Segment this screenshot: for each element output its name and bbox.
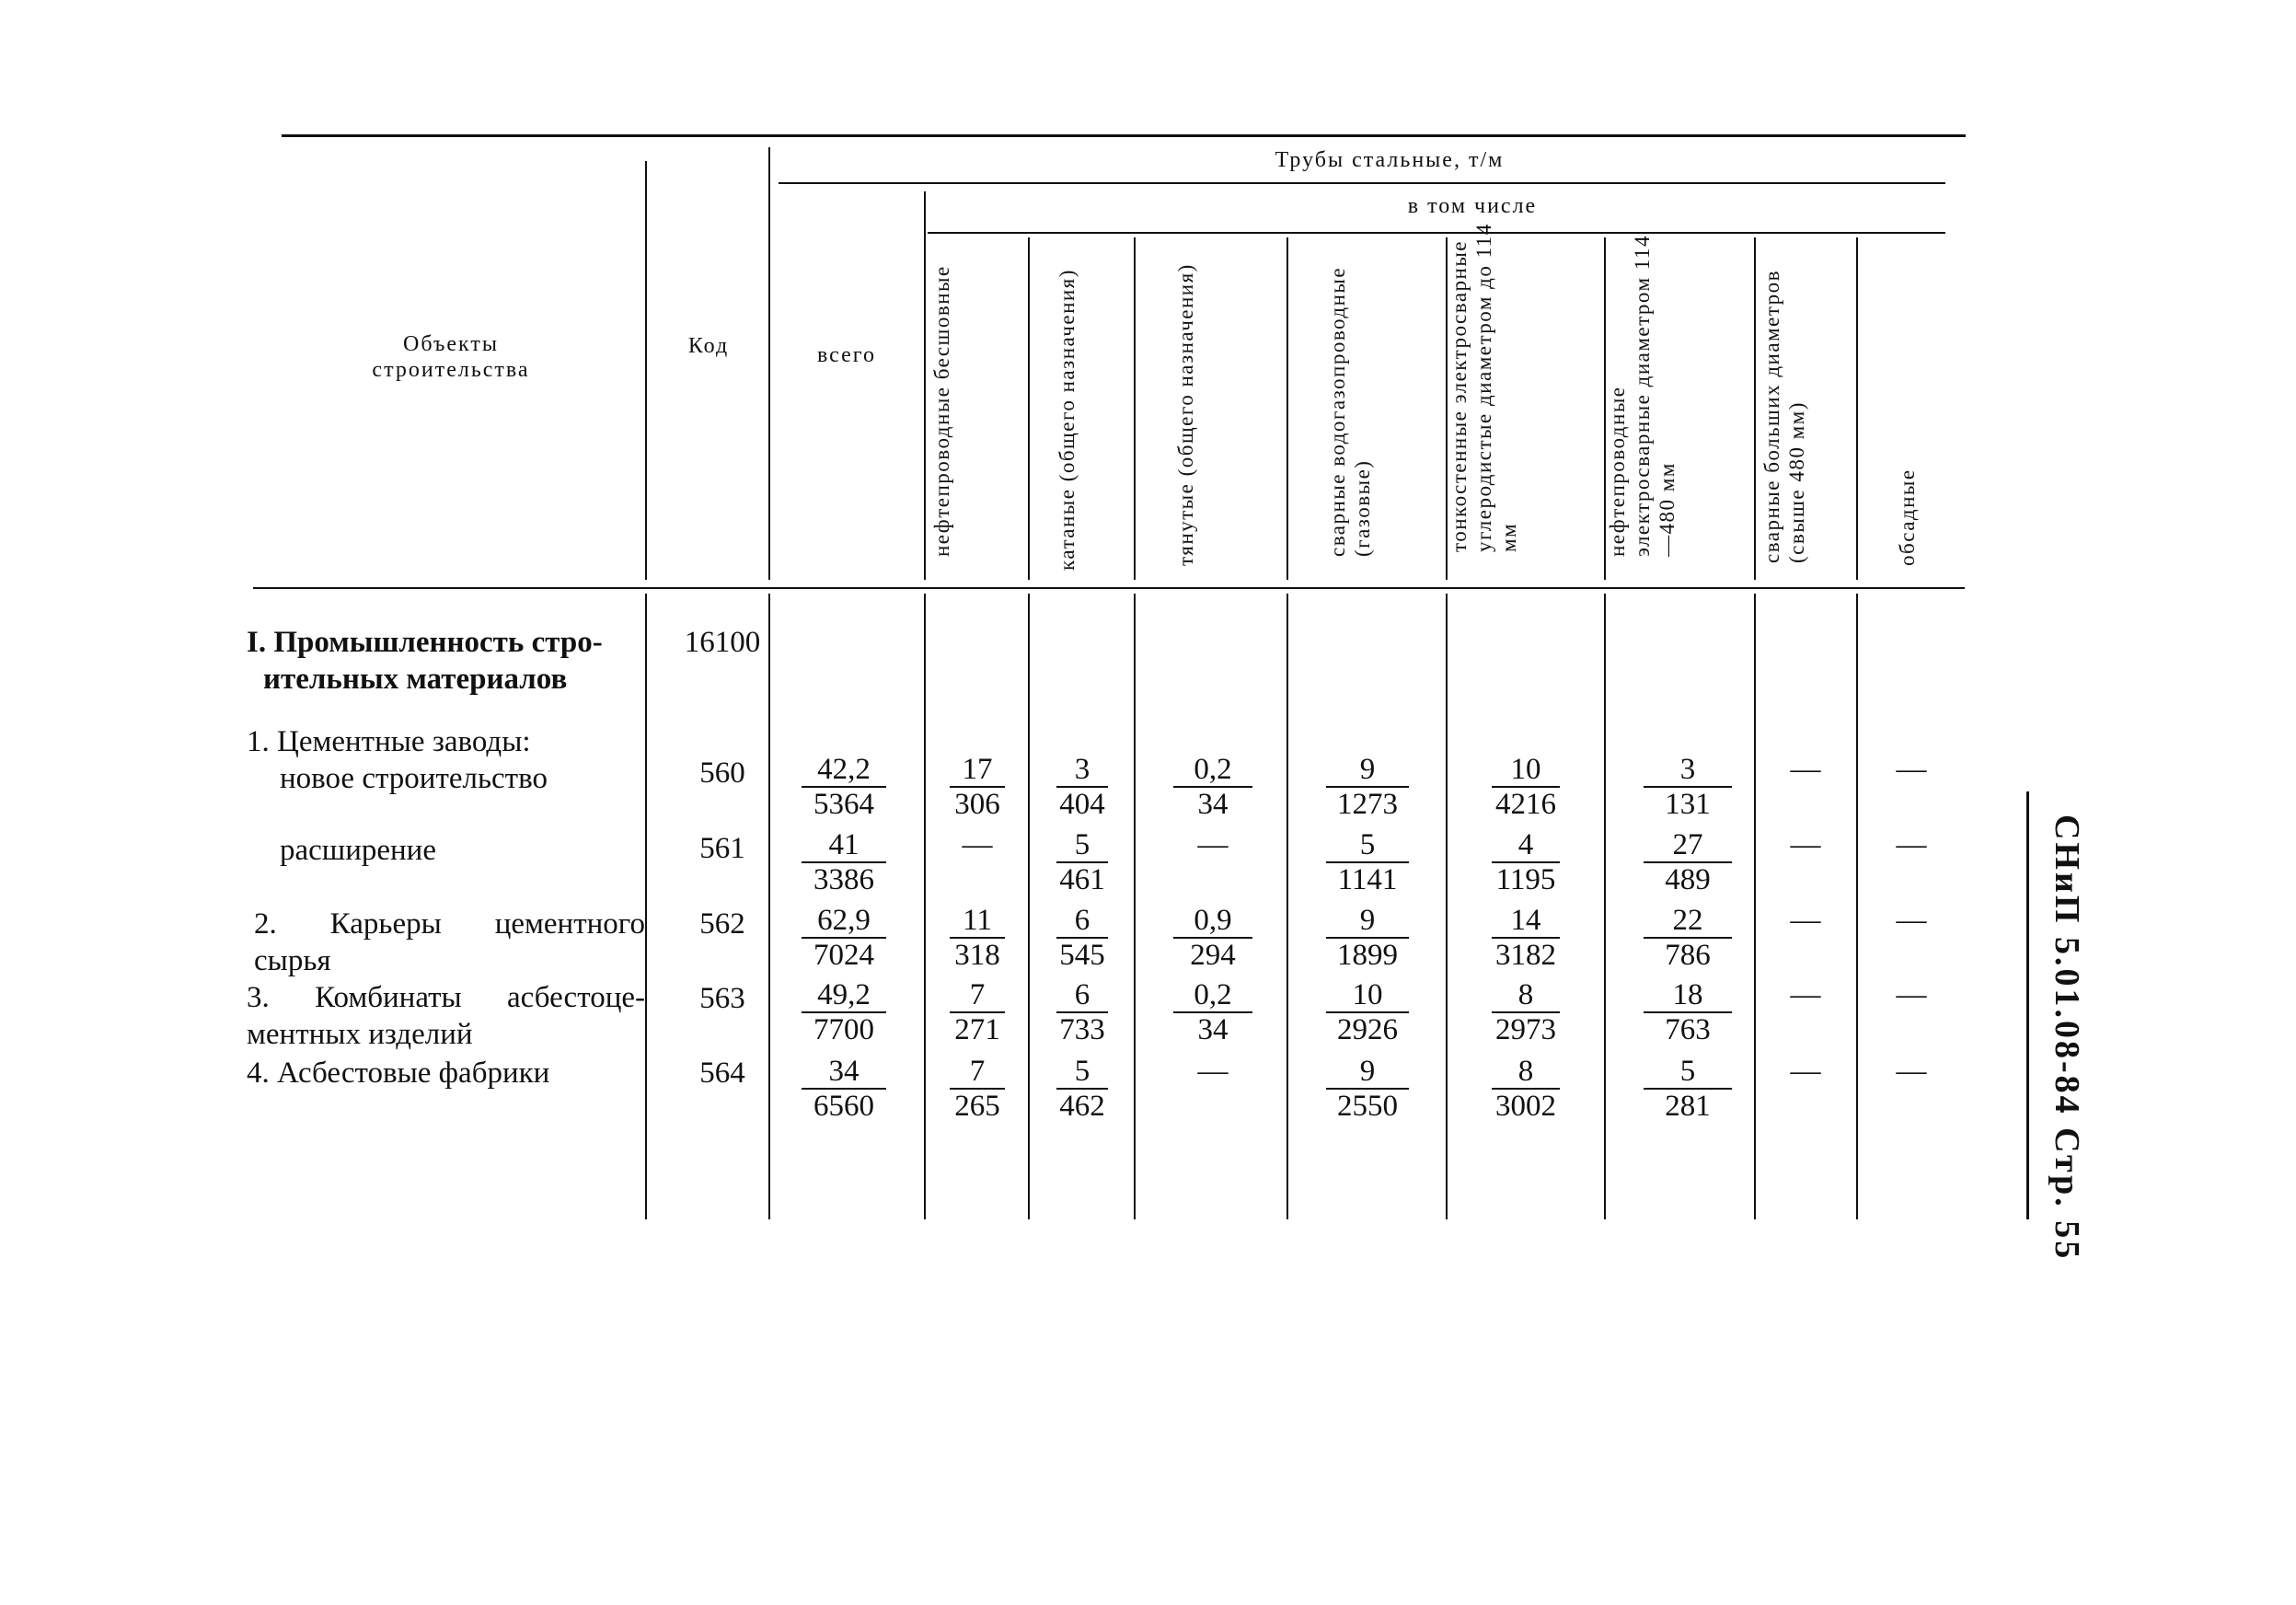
cell-value-top: 7 (950, 1055, 1005, 1090)
cell-value-top: 22 (1644, 904, 1732, 939)
table-cell (1173, 978, 1252, 1046)
section-code: 16100 (684, 626, 761, 659)
table-top-rule (282, 134, 1966, 137)
col-rule (1028, 237, 1030, 580)
cell-value-bottom: 6560 (813, 1090, 874, 1123)
table-cell (1326, 1055, 1409, 1123)
cell-value-bottom: 763 (1665, 1013, 1711, 1046)
table-cell (950, 1055, 1005, 1123)
cell-value-top: 0,2 (1173, 753, 1252, 788)
row-code: 561 (699, 832, 745, 865)
table-cell (1893, 828, 1930, 861)
cell-value-bottom: 294 (1190, 939, 1236, 972)
cell-value-bottom: 271 (954, 1013, 1000, 1046)
cell-value-bottom: 545 (1059, 939, 1105, 972)
table-cell (1893, 753, 1930, 786)
col-header-seamless: нефтепроводные бесшовные (930, 265, 953, 557)
table-cell (802, 1055, 886, 1123)
body-col-rule (1028, 594, 1030, 1219)
body-col-rule (645, 594, 647, 1219)
row-label: 3. Комбинаты асбестоце- ментных изделий (247, 981, 645, 1051)
cell-value-bottom: 461 (1059, 863, 1105, 896)
cell-value-top: 34 (802, 1055, 886, 1090)
table-cell (802, 978, 886, 1046)
row-label: 4. Асбестовые фабрики (247, 1057, 550, 1090)
cell-value-top: 5 (1056, 1055, 1108, 1090)
cell-value-top: — (1790, 1055, 1821, 1088)
cell-value-bottom: 2926 (1337, 1013, 1398, 1046)
row-label: 1. Цементные заводы: новое строительство (247, 725, 548, 795)
pipes-title-rule (779, 182, 1945, 184)
table-cell (1787, 978, 1824, 1011)
table-cell (1644, 753, 1732, 821)
cell-value-bottom: 3002 (1495, 1090, 1556, 1123)
cell-value-top: 5 (1644, 1055, 1732, 1090)
table-cell (1173, 1055, 1252, 1088)
col-rule (1134, 237, 1136, 580)
cell-value-top: 5 (1056, 828, 1108, 863)
table-cell (802, 828, 886, 896)
body-col-rule (924, 594, 926, 1219)
body-col-rule (1754, 594, 1756, 1219)
cell-value-top: — (962, 828, 993, 861)
table-cell (1644, 904, 1732, 972)
table-cell (1787, 1055, 1824, 1088)
table-cell (802, 753, 886, 821)
body-col-rule (1446, 594, 1448, 1219)
row-code: 563 (699, 982, 745, 1015)
cell-value-top: 6 (1056, 904, 1108, 939)
cell-value-bottom: 7024 (813, 939, 874, 972)
cell-value-bottom: 404 (1059, 788, 1105, 821)
cell-value-bottom: 3386 (813, 863, 874, 896)
total-header: всего (816, 343, 877, 367)
cell-value-top: 11 (950, 904, 1005, 939)
table-cell (950, 753, 1005, 821)
body-col-rule (1286, 594, 1288, 1219)
table-cell (1173, 753, 1252, 821)
cell-value-top: 49,2 (802, 978, 886, 1013)
table-cell (1056, 978, 1108, 1046)
table-cell (1644, 1055, 1732, 1123)
col-header-rolled: катаные (общего назначения) (1056, 269, 1079, 571)
cell-value-top: — (1896, 1055, 1927, 1088)
cell-value-top: — (1896, 978, 1927, 1011)
body-col-rule (768, 594, 770, 1219)
table-cell (1644, 978, 1732, 1046)
cell-value-bottom: 489 (1665, 863, 1711, 896)
cell-value-bottom: 34 (1197, 788, 1229, 821)
cell-value-top: — (1790, 904, 1821, 937)
cell-value-top: — (1896, 753, 1927, 786)
col-rule (1754, 237, 1756, 580)
cell-value-top: — (1197, 828, 1229, 861)
row-label: 2. Карьеры цементного сырья (254, 907, 645, 977)
col-header-drawn: тянутые (общего назначения) (1174, 263, 1197, 566)
table-cell (802, 904, 886, 972)
section-title: I. Промышленность стро- ительных материалов (247, 626, 603, 696)
table-cell (1056, 1055, 1108, 1123)
table-cell (1492, 1055, 1560, 1123)
side-rule (2026, 791, 2029, 1219)
objects-header: Объекты строительства (372, 332, 530, 382)
cell-value-bottom: 265 (954, 1090, 1000, 1123)
cell-value-top: 5 (1326, 828, 1409, 863)
cell-value-top: 14 (1492, 904, 1560, 939)
cell-value-bottom: 5364 (813, 788, 874, 821)
cell-value-top: 10 (1326, 978, 1409, 1013)
cell-value-top: 6 (1056, 978, 1108, 1013)
table-cell (950, 828, 1005, 861)
cell-value-top: 10 (1492, 753, 1560, 788)
table-cell (1173, 904, 1252, 972)
cell-value-bottom: 2550 (1337, 1090, 1398, 1123)
pipes-title: Трубы стальные, т/м (1275, 148, 1505, 172)
table-cell (1492, 828, 1560, 896)
cell-value-top: 3 (1056, 753, 1108, 788)
body-col-rule (1604, 594, 1606, 1219)
cell-value-top: 27 (1644, 828, 1732, 863)
table-cell (1893, 978, 1930, 1011)
col-rule (1856, 237, 1858, 580)
col-header-thinwall: тонкостенные электросварные углеродистые диаметром до 114 мм (1448, 223, 1520, 552)
col-rule (645, 161, 647, 580)
col-header-large: сварные больших диаметров (свыше 480 мм) (1760, 269, 1808, 563)
cell-value-top: 8 (1492, 1055, 1560, 1090)
table-cell (950, 978, 1005, 1046)
cell-value-top: — (1790, 828, 1821, 861)
table-cell (1787, 828, 1824, 861)
table-cell (1787, 904, 1824, 937)
cell-value-top: — (1896, 904, 1927, 937)
cell-value-bottom: 733 (1059, 1013, 1105, 1046)
cell-value-bottom: 7700 (813, 1013, 874, 1046)
cell-value-top: 0,9 (1173, 904, 1252, 939)
table-cell (1056, 904, 1108, 972)
cell-value-top: 42,2 (802, 753, 886, 788)
table-cell (1644, 828, 1732, 896)
cell-value-top: 9 (1326, 1055, 1409, 1090)
cell-value-bottom: 318 (954, 939, 1000, 972)
cell-value-top: 9 (1326, 753, 1409, 788)
cell-value-top: 0,2 (1173, 978, 1252, 1013)
col-rule (1286, 237, 1288, 580)
cell-value-top: — (1790, 753, 1821, 786)
col-rule (768, 147, 770, 580)
cell-value-top: 8 (1492, 978, 1560, 1013)
including-header: в том числе (1407, 194, 1538, 218)
row-label: расширение (280, 834, 436, 867)
cell-value-bottom: 2973 (1495, 1013, 1556, 1046)
cell-value-top: 3 (1644, 753, 1732, 788)
cell-value-bottom: 3182 (1495, 939, 1556, 972)
cell-value-top: — (1197, 1055, 1229, 1088)
table-cell (1893, 904, 1930, 937)
table-cell (1326, 828, 1409, 896)
table-cell (1326, 753, 1409, 821)
cell-value-top: 17 (950, 753, 1005, 788)
body-col-rule (1856, 594, 1858, 1219)
cell-value-top: — (1896, 828, 1927, 861)
table-cell (1893, 1055, 1930, 1088)
side-page-label: СНиП 5.01.08-84 Стр. 55 (2048, 814, 2086, 1262)
table-cell (1787, 753, 1824, 786)
table-cell (1326, 904, 1409, 972)
table-cell (1492, 904, 1560, 972)
table-cell (1173, 828, 1252, 861)
cell-value-top: 4 (1492, 828, 1560, 863)
cell-value-top: 9 (1326, 904, 1409, 939)
table-cell (1056, 753, 1108, 821)
col-header-gas: сварные водогазопроводные (газовые) (1326, 266, 1374, 557)
cell-value-bottom: 462 (1059, 1090, 1105, 1123)
table-cell (950, 904, 1005, 972)
cell-value-bottom: 4216 (1495, 788, 1556, 821)
code-header: Код (687, 334, 730, 358)
cell-value-bottom: 1899 (1337, 939, 1398, 972)
row-code: 564 (699, 1057, 745, 1090)
cell-value-bottom: 786 (1665, 939, 1711, 972)
cell-value-bottom: 306 (954, 788, 1000, 821)
table-cell (1056, 828, 1108, 896)
table-cell (1492, 753, 1560, 821)
col-rule (924, 191, 926, 580)
table-cell (1492, 978, 1560, 1046)
cell-value-bottom: 1273 (1337, 788, 1398, 821)
col-header-casing: обсадные (1896, 468, 1919, 566)
row-code: 560 (699, 756, 745, 790)
cell-value-bottom: 1195 (1495, 863, 1556, 896)
cell-value-bottom: 34 (1197, 1013, 1229, 1046)
cell-value-top: — (1790, 978, 1821, 1011)
cell-value-top: 41 (802, 828, 886, 863)
row-code: 562 (699, 907, 745, 941)
cell-value-bottom: 281 (1665, 1090, 1711, 1123)
col-header-oil-electric: нефтепроводные электросварные диаметром 114—480 мм (1606, 235, 1679, 557)
header-bottom-rule (253, 587, 1965, 589)
table-cell (1326, 978, 1409, 1046)
cell-value-bottom: 131 (1665, 788, 1711, 821)
cell-value-top: 7 (950, 978, 1005, 1013)
cell-value-top: 62,9 (802, 904, 886, 939)
cell-value-top: 18 (1644, 978, 1732, 1013)
body-col-rule (1134, 594, 1136, 1219)
cell-value-bottom: 1141 (1337, 863, 1398, 896)
